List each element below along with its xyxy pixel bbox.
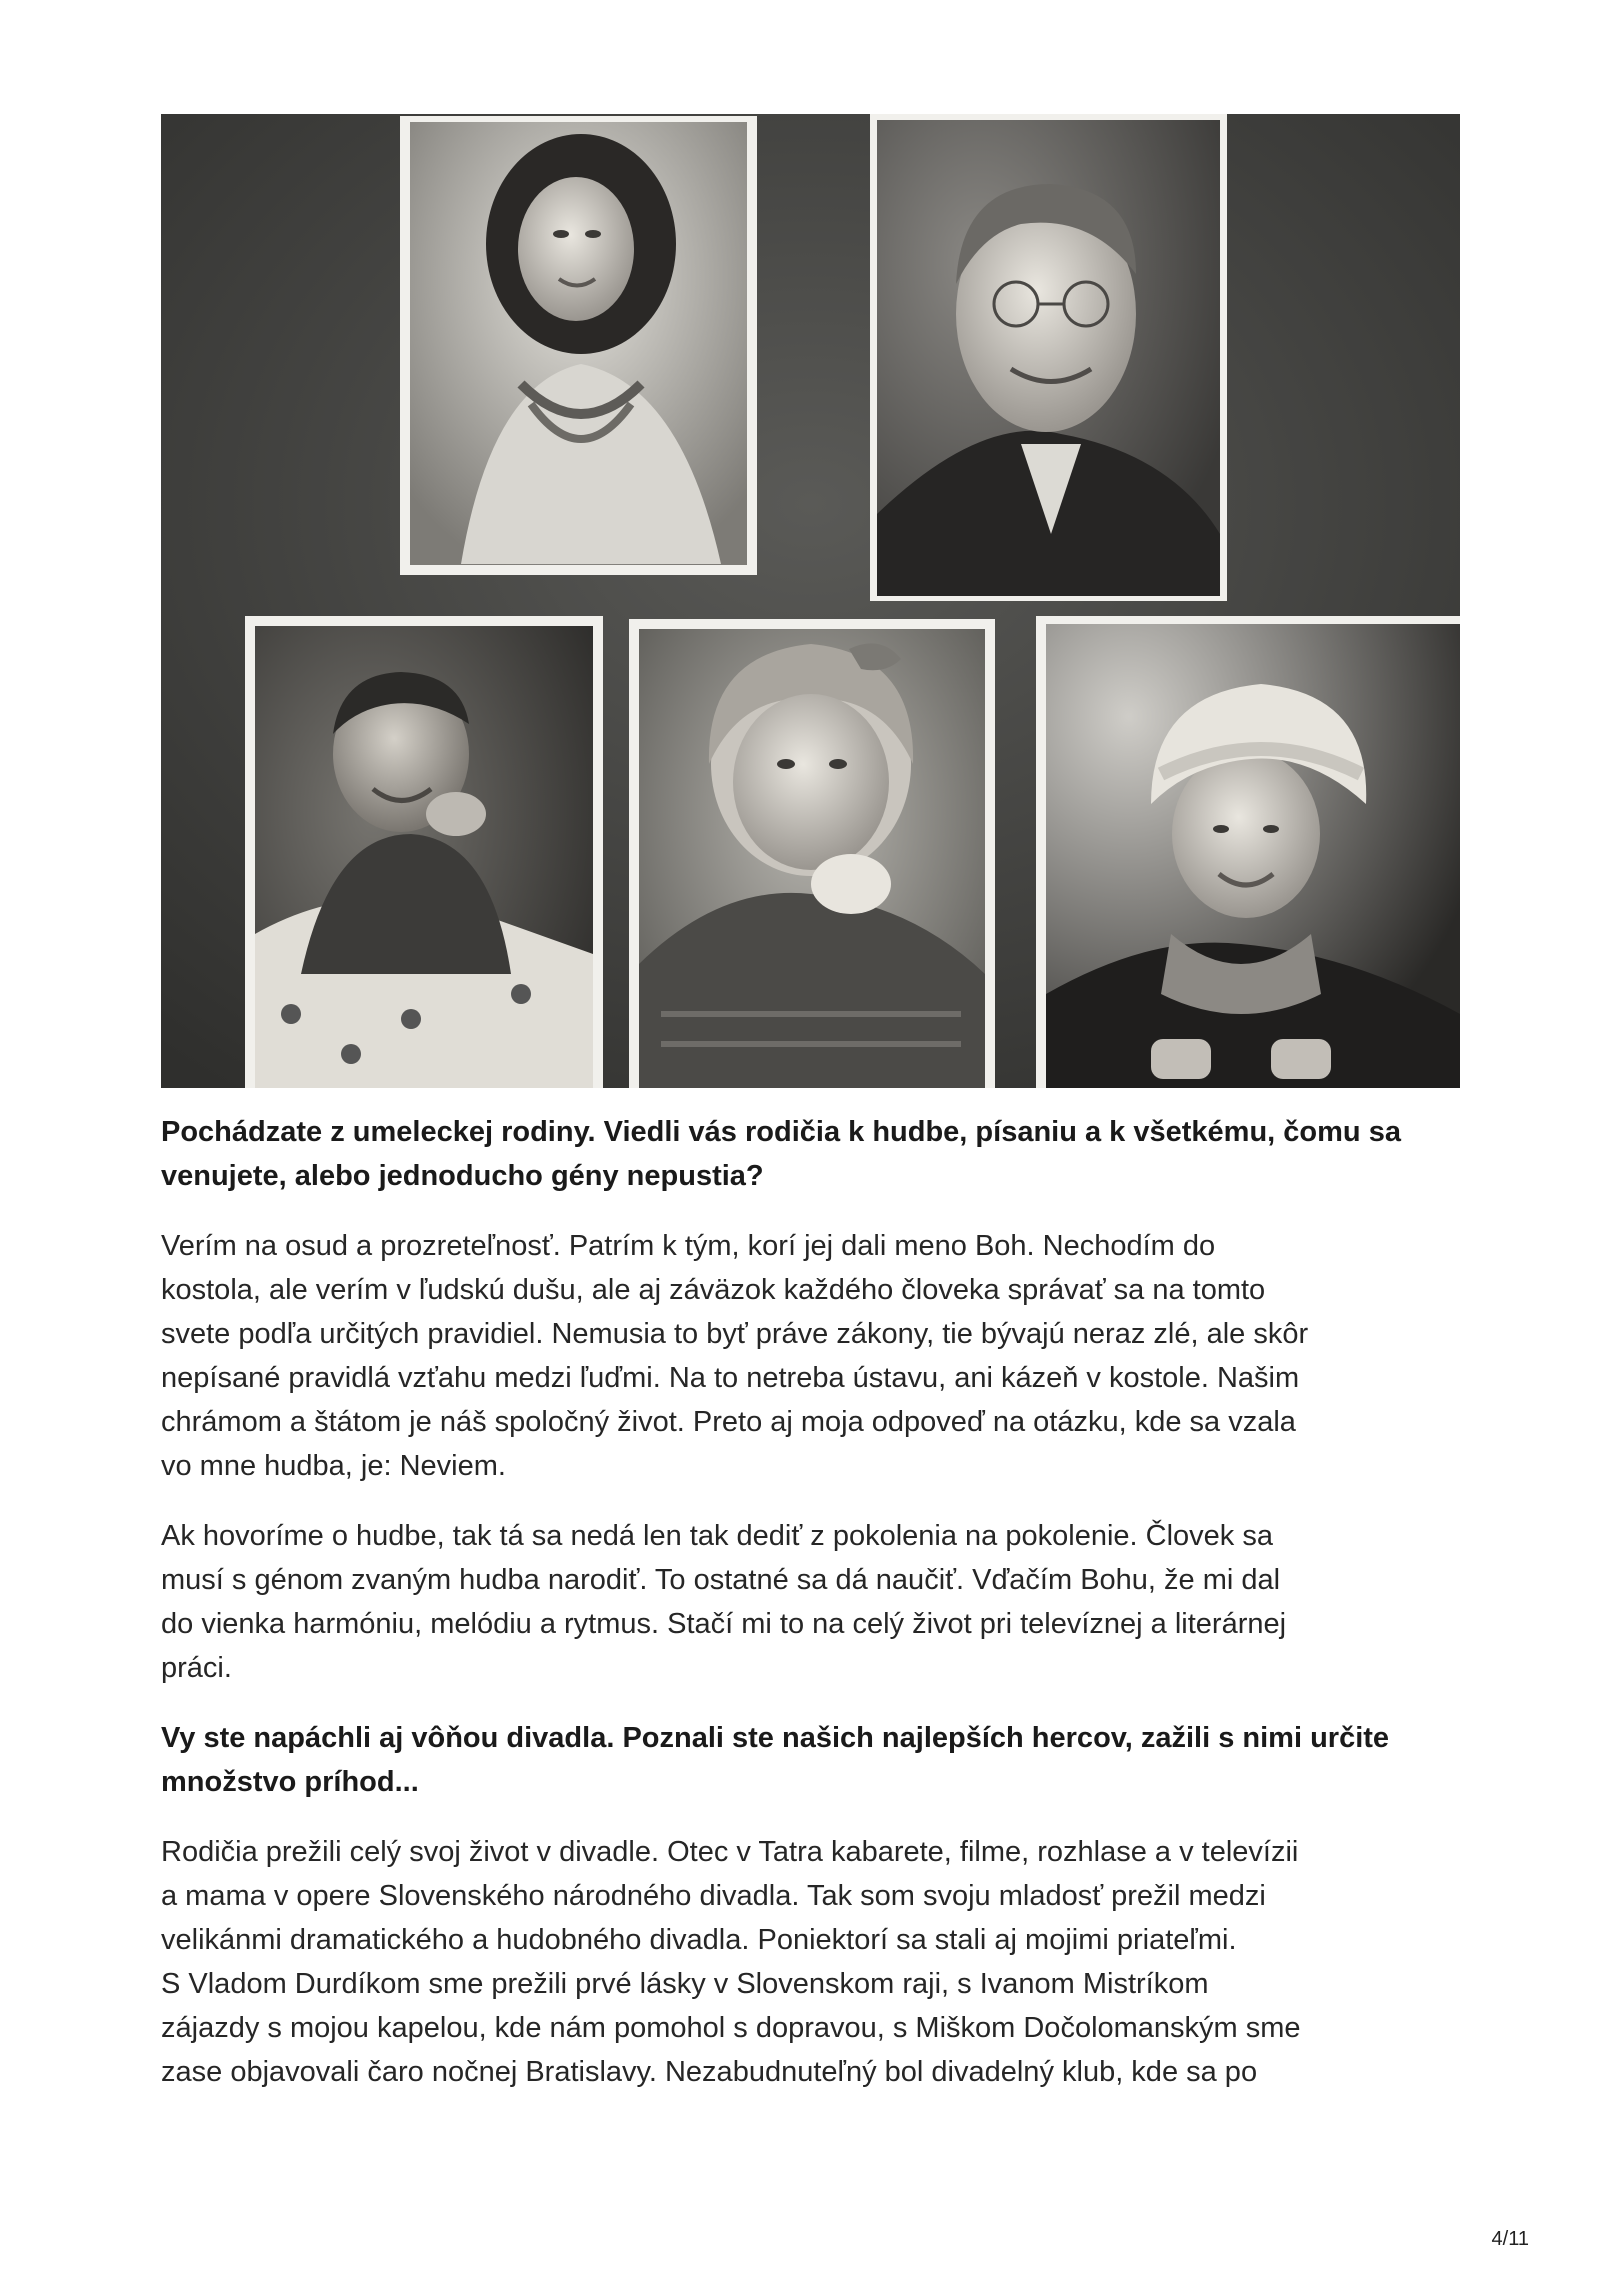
text-line: S Vladom Durdíkom sme prežili prvé lásky v Slovenskom raji, s Ivanom Mistríkom — [161, 1968, 1209, 2000]
article-content — [161, 1110, 1461, 2120]
question-1 — [161, 1110, 1461, 1198]
text-line: do vienka harmóniu, melódiu a rytmus. Stačí mi to na celý život pri televíznej a literárnej — [161, 1608, 1287, 1640]
text-line: Verím na osud a prozreteľnosť. Patrím k tým, korí jej dali meno Boh. Nechodím do — [161, 1230, 1216, 1262]
photo-girl-eating — [629, 619, 995, 1088]
text-line: určite množstvo príhod... — [161, 1722, 1390, 1798]
text-line: práci. — [161, 1652, 232, 1684]
question-2 — [161, 1716, 1461, 1804]
text-line: nepísané pravidlá vzťahu medzi ľuďmi. Na to netreba ústavu, ani kázeň v kostole. Našim — [161, 1362, 1300, 1394]
text-line: čomu sa venujete, alebo jednoducho gény nepustia? — [161, 1116, 1401, 1192]
text-line: Ak hovoríme o hudbe, tak tá sa nedá len tak dediť z pokolenia na pokolenie. Človek sa — [161, 1520, 1273, 1552]
text-line: a mama v opere Slovenského národného divadla. Tak som svoju mladosť prežil medzi — [161, 1880, 1266, 1912]
text-line: musí s génom zvaným hudba narodiť. To ostatné sa dá naučiť. Vďačím Bohu, že mi dal — [161, 1564, 1281, 1596]
page-number: 4/11 — [1491, 2228, 1529, 2250]
family-photo-collage — [161, 114, 1460, 1088]
answer-1 — [161, 1224, 1461, 1488]
photo-man — [870, 114, 1227, 601]
text-line: vo mne hudba, je: Neviem. — [161, 1450, 506, 1482]
text-line: chrámom a štátom je náš spoločný život. Preto aj moja odpoveď na otázku, kde sa vzala — [161, 1406, 1296, 1438]
photo-boy — [245, 616, 603, 1088]
text-line: Pochádzate z umeleckej rodiny. Viedli vás rodičia k hudbe, písaniu a k všetkému, — [161, 1116, 1276, 1148]
text-line: svete podľa určitých pravidiel. Nemusia to byť práve zákony, tie bývajú neraz zlé, ale skôr — [161, 1318, 1309, 1350]
photo-girl-fur-hat — [1036, 616, 1460, 1088]
text-line: zájazdy s mojou kapelou, kde nám pomohol s dopravou, s Miškom Dočolomanským sme — [161, 2012, 1301, 2044]
text-line: Rodičia prežili celý svoj život v divadle. Otec v Tatra kabarete, filme, rozhlase a v televízii — [161, 1836, 1299, 1868]
answer-3 — [161, 1830, 1461, 2094]
text-line: kostola, ale verím v ľudskú dušu, ale aj záväzok každého človeka správať sa na tomto — [161, 1274, 1266, 1306]
photo-woman — [400, 116, 757, 575]
text-line: zase objavovali čaro nočnej Bratislavy. Nezabudnuteľný bol divadelný klub, kde sa po — [161, 2056, 1258, 2088]
text-line: velikánmi dramatického a hudobného divadla. Poniektorí sa stali aj mojimi priateľmi. — [161, 1924, 1237, 1956]
answer-2 — [161, 1514, 1461, 1690]
text-line: Vy ste napáchli aj vôňou divadla. Poznali ste našich najlepších hercov, zažili s nimi — [161, 1722, 1303, 1754]
